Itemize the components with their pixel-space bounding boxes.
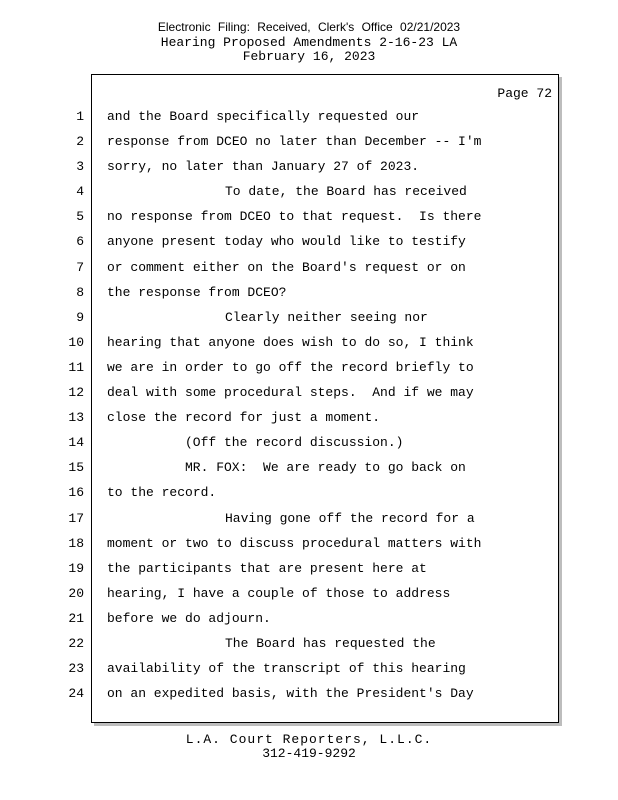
line-number: 17 bbox=[68, 510, 84, 526]
line-text: the response from DCEO? bbox=[107, 284, 287, 300]
line-text: MR. FOX: We are ready to go back on bbox=[185, 460, 466, 476]
line-number: 19 bbox=[68, 560, 84, 576]
line-number: 8 bbox=[76, 284, 84, 300]
transcript-line bbox=[0, 384, 560, 409]
line-number: 21 bbox=[68, 610, 84, 626]
transcript-line bbox=[0, 108, 560, 133]
line-text: deal with some procedural steps. And if we may bbox=[107, 385, 474, 401]
line-text: no response from DCEO to that request. Is there bbox=[107, 209, 482, 225]
line-text: on an expedited basis, with the President's Day bbox=[107, 686, 474, 702]
transcript-line bbox=[0, 434, 560, 459]
line-text: The Board has requested the bbox=[225, 635, 436, 651]
footer-company: L.A. Court Reporters, L.L.C. bbox=[185, 732, 433, 747]
transcript-lines bbox=[0, 108, 560, 710]
transcript-line bbox=[0, 660, 560, 685]
line-number: 1 bbox=[76, 109, 84, 124]
line-text: close the record for just a moment. bbox=[107, 410, 381, 426]
line-number: 2 bbox=[76, 134, 84, 150]
transcript-line bbox=[0, 610, 560, 635]
transcript-line bbox=[0, 309, 560, 334]
line-number: 11 bbox=[68, 359, 84, 375]
header-title: Hearing Proposed Amendments 2-16-23 LA bbox=[160, 35, 458, 50]
line-text: hearing, I have a couple of those to address bbox=[107, 585, 451, 601]
page-number: Page 72 bbox=[497, 86, 552, 101]
line-text: moment or two to discuss procedural matters with bbox=[107, 535, 482, 551]
transcript-line bbox=[0, 233, 560, 258]
transcript-line bbox=[0, 560, 560, 585]
filing-stamp: Electronic Filing: Received, Clerk's Office 02/21/2023 bbox=[157, 20, 461, 34]
line-text: (Off the record discussion.) bbox=[185, 435, 404, 451]
header-date: February 16, 2023 bbox=[242, 49, 376, 64]
line-number: 12 bbox=[68, 385, 84, 401]
line-number: 10 bbox=[68, 334, 84, 350]
line-number: 5 bbox=[76, 209, 84, 225]
line-number: 7 bbox=[76, 259, 84, 275]
transcript-line bbox=[0, 409, 560, 434]
transcript-line bbox=[0, 535, 560, 560]
line-text: to the record. bbox=[107, 485, 217, 501]
line-number: 22 bbox=[68, 635, 84, 651]
transcript-line bbox=[0, 510, 560, 535]
line-number: 18 bbox=[68, 535, 84, 551]
line-text: Having gone off the record for a bbox=[225, 510, 475, 526]
line-number: 13 bbox=[68, 410, 84, 426]
line-text: hearing that anyone does wish to do so, I think bbox=[107, 334, 474, 350]
transcript-line bbox=[0, 585, 560, 610]
transcript-line bbox=[0, 259, 560, 284]
line-number: 6 bbox=[76, 234, 84, 250]
line-text: the participants that are present here at bbox=[107, 560, 427, 576]
line-text: or comment either on the Board's request or on bbox=[107, 259, 466, 275]
line-number: 4 bbox=[76, 184, 84, 200]
line-number: 15 bbox=[68, 460, 84, 476]
line-number: 9 bbox=[76, 309, 84, 325]
line-number: 24 bbox=[68, 686, 84, 702]
transcript-line bbox=[0, 334, 560, 359]
line-text: sorry, no later than January 27 of 2023. bbox=[107, 159, 420, 175]
transcript-line bbox=[0, 685, 560, 710]
line-text: we are in order to go off the record briefly to bbox=[107, 359, 474, 375]
line-text: before we do adjourn. bbox=[107, 610, 271, 626]
transcript-line bbox=[0, 484, 560, 509]
line-number: 14 bbox=[68, 435, 84, 451]
transcript-line bbox=[0, 183, 560, 208]
transcript-line bbox=[0, 133, 560, 158]
line-text: anyone present today who would like to testify bbox=[107, 234, 466, 250]
transcript-line bbox=[0, 284, 560, 309]
line-text: response from DCEO no later than December -- I'm bbox=[107, 134, 482, 150]
line-text: To date, the Board has received bbox=[225, 184, 467, 200]
line-text: Clearly neither seeing nor bbox=[225, 309, 428, 325]
transcript-line bbox=[0, 208, 560, 233]
transcript-line bbox=[0, 359, 560, 384]
line-number: 3 bbox=[76, 159, 84, 175]
line-text: and the Board specifically requested our bbox=[107, 109, 420, 124]
footer-phone: 312-419-9292 bbox=[262, 746, 356, 761]
transcript-line bbox=[0, 459, 560, 484]
line-number: 20 bbox=[68, 585, 84, 601]
transcript-line bbox=[0, 158, 560, 183]
line-text: availability of the transcript of this hearing bbox=[107, 661, 466, 677]
line-number: 23 bbox=[68, 661, 84, 677]
transcript-line bbox=[0, 635, 560, 660]
line-number: 16 bbox=[68, 485, 84, 501]
